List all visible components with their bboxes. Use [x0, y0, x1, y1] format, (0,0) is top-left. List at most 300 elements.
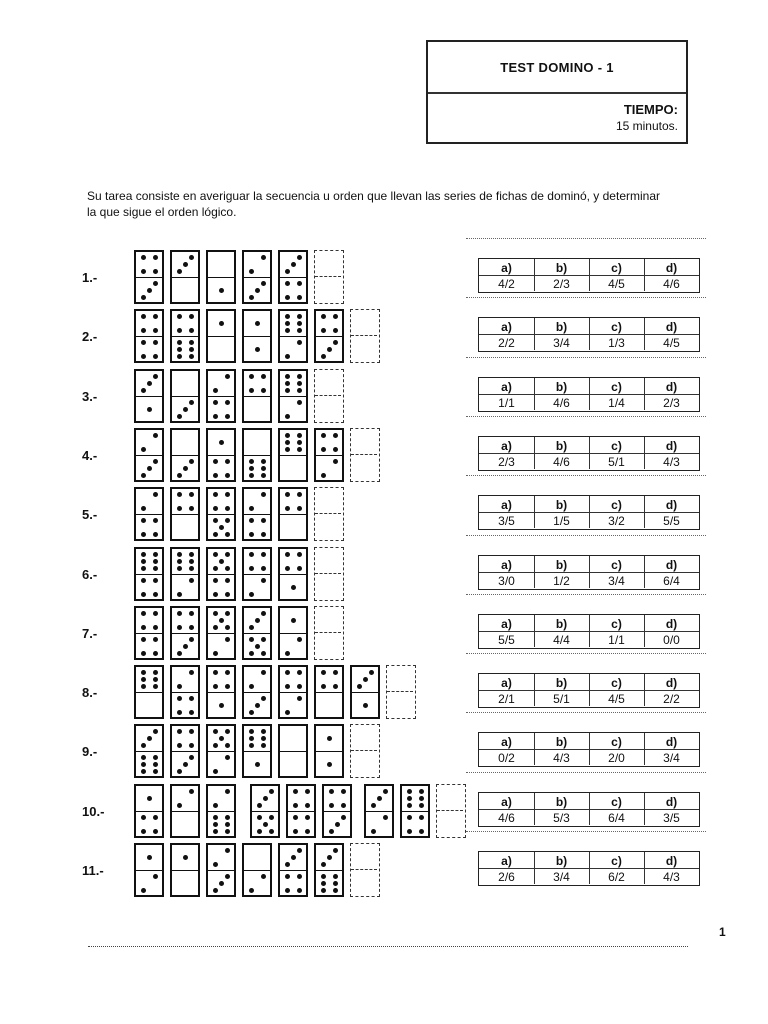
- pip-dot: [291, 855, 296, 860]
- pip-dot: [213, 684, 218, 689]
- tile-half: [208, 514, 234, 540]
- pip-dot: [189, 729, 194, 734]
- domino-tile: [278, 547, 308, 601]
- tile-half: [351, 869, 377, 895]
- pip-dot: [153, 433, 158, 438]
- pip-dot: [141, 684, 146, 689]
- option-value[interactable]: 2/2: [498, 336, 515, 351]
- header-divider: [428, 92, 686, 94]
- domino-tile: [364, 784, 394, 838]
- question-number: 4.-: [82, 447, 98, 463]
- pip-dot: [297, 340, 302, 345]
- pip-dot: [255, 762, 260, 767]
- pip-dot: [177, 414, 182, 419]
- pip-dot: [147, 466, 152, 471]
- domino-tile: [250, 784, 280, 838]
- answer-separator-line: [466, 772, 706, 773]
- tile-half: [208, 489, 234, 514]
- pip-dot: [261, 459, 266, 464]
- pip-dot: [141, 518, 146, 523]
- pip-dot: [219, 618, 224, 623]
- pip-dot: [141, 829, 146, 834]
- option-value[interactable]: 5/5: [498, 632, 515, 647]
- pip-dot: [213, 578, 218, 583]
- pip-dot: [141, 328, 146, 333]
- option-value[interactable]: 5/1: [608, 454, 625, 469]
- pip-dot: [285, 862, 290, 867]
- option-value[interactable]: 0/0: [663, 632, 680, 647]
- pip-dot: [333, 881, 338, 886]
- question-row: [0, 428, 768, 486]
- domino-tile: [206, 843, 236, 897]
- pip-dot: [177, 473, 182, 478]
- pip-dot: [407, 815, 412, 820]
- pip-dot: [249, 710, 254, 715]
- domino-tile: [134, 547, 164, 601]
- option-label: a): [501, 261, 512, 275]
- time-label: TIEMPO:: [623, 102, 678, 117]
- question-row: [0, 547, 768, 605]
- domino-tile: [314, 309, 344, 363]
- tile-half: [136, 430, 162, 455]
- pip-dot: [321, 874, 326, 879]
- option-value[interactable]: 4/6: [498, 810, 515, 825]
- answer-options-box: [478, 614, 700, 649]
- pip-dot: [285, 506, 290, 511]
- question-number: 8.-: [82, 685, 98, 701]
- option-value[interactable]: 3/4: [553, 870, 570, 884]
- pip-dot: [249, 566, 254, 571]
- pip-dot: [183, 407, 188, 412]
- tile-half: [208, 396, 234, 422]
- pip-dot: [261, 743, 266, 748]
- option-value[interactable]: 4/3: [553, 751, 570, 766]
- answer-options-box: [478, 792, 700, 827]
- pip-dot: [249, 736, 254, 741]
- pip-dot: [189, 255, 194, 260]
- option-value[interactable]: 0/2: [498, 751, 515, 766]
- option-label: b): [555, 794, 568, 809]
- pip-dot: [219, 703, 224, 708]
- option-label: c): [611, 320, 622, 335]
- domino-tile: [170, 547, 200, 601]
- domino-tile: [206, 547, 236, 601]
- pip-dot: [189, 552, 194, 557]
- question-number: 11.-: [82, 863, 104, 878]
- option-value[interactable]: 5/1: [553, 692, 570, 707]
- option-value[interactable]: 6/2: [608, 870, 625, 884]
- option-value[interactable]: 2/3: [498, 454, 515, 469]
- domino-tile: [206, 250, 236, 304]
- domino-tile: [134, 784, 164, 838]
- pip-dot: [189, 566, 194, 571]
- option-label: a): [501, 557, 512, 572]
- pip-dot: [285, 374, 290, 379]
- instructions-text: Su tarea consiste en averiguar la secuencia u orden que llevan las series de fichas de dominó, y determinar la que sigue el orden lógico.: [87, 189, 660, 219]
- pip-dot: [305, 789, 310, 794]
- option-value[interactable]: 3/4: [553, 336, 570, 351]
- pip-dot: [371, 803, 376, 808]
- pip-dot: [285, 381, 290, 386]
- pip-dot: [147, 796, 152, 801]
- pip-dot: [153, 518, 158, 523]
- pip-dot: [153, 592, 158, 597]
- pip-dot: [321, 862, 326, 867]
- pip-dot: [261, 578, 266, 583]
- pip-dot: [285, 440, 290, 445]
- option-label: c): [611, 735, 622, 750]
- domino-tile: [278, 250, 308, 304]
- domino-tile: [314, 843, 344, 897]
- pip-dot: [177, 347, 182, 352]
- pip-dot: [291, 262, 296, 267]
- pip-dot: [153, 459, 158, 464]
- pip-dot: [327, 762, 332, 767]
- pip-dot: [213, 473, 218, 478]
- option-value[interactable]: 4/6: [553, 395, 570, 410]
- option-value[interactable]: 4/5: [608, 277, 625, 291]
- option-label: d): [665, 320, 678, 335]
- pip-dot: [177, 506, 182, 511]
- tile-half: [172, 574, 198, 600]
- option-label: d): [665, 676, 678, 691]
- pip-dot: [189, 559, 194, 564]
- pip-dot: [141, 314, 146, 319]
- tile-half: [208, 786, 234, 811]
- tile-half: [136, 726, 162, 751]
- pip-dot: [219, 288, 224, 293]
- tile-half: [316, 751, 342, 777]
- tile-half: [172, 311, 198, 336]
- pip-dot: [189, 696, 194, 701]
- pip-dot: [419, 829, 424, 834]
- domino-tile: [170, 606, 200, 660]
- option-label: b): [555, 735, 568, 750]
- option-value[interactable]: 4/6: [553, 454, 570, 469]
- tile-half: [351, 335, 377, 361]
- pip-dot: [257, 829, 262, 834]
- tile-half: [244, 277, 270, 303]
- pip-dot: [407, 796, 412, 801]
- option-value[interactable]: 2/0: [608, 751, 625, 766]
- option-label: a): [501, 498, 512, 513]
- tile-half: [315, 276, 341, 302]
- tile-half: [280, 726, 306, 751]
- option-label: a): [501, 676, 512, 691]
- question-number: 7.-: [82, 625, 98, 641]
- pip-dot: [249, 743, 254, 748]
- pip-dot: [153, 611, 158, 616]
- option-label: a): [501, 438, 512, 453]
- tile-half: [280, 549, 306, 574]
- pip-dot: [225, 755, 230, 760]
- pip-dot: [177, 328, 182, 333]
- option-value[interactable]: 2/3: [553, 277, 570, 291]
- option-value[interactable]: 3/4: [608, 573, 625, 588]
- pip-dot: [333, 888, 338, 893]
- answer-options-box: [478, 673, 700, 708]
- tile-half: [280, 870, 306, 896]
- tile-half: [316, 455, 342, 481]
- pip-dot: [297, 388, 302, 393]
- tile-half: [172, 667, 198, 692]
- pip-dot: [383, 789, 388, 794]
- option-value[interactable]: 4/4: [553, 632, 570, 647]
- pip-dot: [261, 388, 266, 393]
- option-label: d): [665, 438, 678, 453]
- option-value[interactable]: 4/2: [498, 277, 515, 291]
- option-value[interactable]: 3/4: [663, 751, 680, 766]
- pip-dot: [153, 269, 158, 274]
- option-value[interactable]: 5/5: [663, 514, 680, 529]
- option-value[interactable]: 3/0: [498, 573, 515, 588]
- tile-half: [136, 633, 162, 659]
- pip-dot: [321, 447, 326, 452]
- tile-half: [136, 574, 162, 600]
- option-value[interactable]: 1/1: [498, 395, 515, 410]
- pip-dot: [261, 374, 266, 379]
- pip-dot: [261, 466, 266, 471]
- pip-dot: [141, 559, 146, 564]
- option-label: d): [665, 379, 678, 394]
- tile-half: [244, 633, 270, 659]
- pip-dot: [321, 684, 326, 689]
- tile-half: [288, 786, 314, 811]
- option-value[interactable]: 4/6: [663, 277, 680, 291]
- tile-half: [244, 455, 270, 481]
- option-value[interactable]: 1/2: [553, 573, 570, 588]
- option-value[interactable]: 3/5: [498, 514, 515, 529]
- tile-half: [136, 692, 162, 718]
- pip-dot: [153, 762, 158, 767]
- pip-dot: [189, 670, 194, 675]
- option-value[interactable]: 4/5: [663, 336, 680, 351]
- tile-half: [437, 810, 463, 836]
- pip-dot: [141, 388, 146, 393]
- option-value[interactable]: 6/4: [663, 573, 680, 588]
- pip-dot: [189, 578, 194, 583]
- pip-dot: [177, 269, 182, 274]
- pip-dot: [189, 611, 194, 616]
- pip-dot: [261, 255, 266, 260]
- option-value[interactable]: 2/3: [663, 395, 680, 410]
- pip-dot: [285, 670, 290, 675]
- option-value[interactable]: 4/3: [663, 870, 680, 884]
- option-value[interactable]: 3/5: [663, 810, 680, 825]
- pip-dot: [189, 340, 194, 345]
- option-value[interactable]: 4/5: [608, 692, 625, 707]
- pip-dot: [291, 618, 296, 623]
- pip-dot: [249, 269, 254, 274]
- pip-dot: [249, 506, 254, 511]
- pip-dot: [321, 670, 326, 675]
- option-value[interactable]: 1/1: [608, 632, 625, 647]
- domino-tile: [206, 665, 236, 719]
- domino-tile: [206, 724, 236, 778]
- answer-blank-tile: [314, 250, 344, 304]
- option-value[interactable]: 1/4: [608, 395, 625, 410]
- pip-dot: [219, 525, 224, 530]
- pip-dot: [249, 888, 254, 893]
- tile-half: [172, 455, 198, 481]
- tile-half: [136, 336, 162, 362]
- option-label: b): [555, 379, 568, 394]
- answer-blank-tile: [350, 843, 380, 897]
- option-value[interactable]: 3/2: [608, 514, 625, 529]
- pip-dot: [329, 803, 334, 808]
- pip-dot: [213, 651, 218, 656]
- tile-half: [315, 370, 341, 395]
- answer-separator-line: [466, 594, 706, 595]
- pip-dot: [183, 762, 188, 767]
- pip-dot: [297, 381, 302, 386]
- pip-dot: [189, 789, 194, 794]
- answer-separator-line: [466, 712, 706, 713]
- tile-half: [208, 751, 234, 777]
- option-label: b): [555, 438, 568, 453]
- pip-dot: [261, 473, 266, 478]
- pip-dot: [153, 374, 158, 379]
- pip-dot: [213, 611, 218, 616]
- tile-half: [172, 371, 198, 396]
- answer-separator-line: [466, 416, 706, 417]
- domino-tile: [134, 369, 164, 423]
- pip-dot: [285, 651, 290, 656]
- pip-dot: [141, 769, 146, 774]
- pip-dot: [333, 433, 338, 438]
- tile-half: [208, 870, 234, 896]
- pip-dot: [177, 803, 182, 808]
- pip-dot: [261, 532, 266, 537]
- pip-dot: [333, 328, 338, 333]
- pip-dot: [285, 447, 290, 452]
- option-value[interactable]: 2/2: [663, 692, 680, 707]
- pip-dot: [141, 566, 146, 571]
- domino-tile: [134, 843, 164, 897]
- option-value[interactable]: 4/3: [663, 454, 680, 469]
- option-value[interactable]: 2/6: [498, 870, 515, 884]
- time-value: 15 minutos.: [615, 119, 678, 133]
- tile-half: [208, 336, 234, 362]
- option-label: b): [555, 854, 568, 868]
- option-label: b): [555, 557, 568, 572]
- pip-dot: [183, 262, 188, 267]
- pip-dot: [147, 288, 152, 293]
- domino-tile: [134, 428, 164, 482]
- tile-half: [208, 311, 234, 336]
- pip-dot: [249, 459, 254, 464]
- tile-half: [280, 692, 306, 718]
- pip-dot: [153, 769, 158, 774]
- pip-dot: [269, 789, 274, 794]
- domino-tile: [242, 665, 272, 719]
- pip-dot: [255, 347, 260, 352]
- option-value[interactable]: 2/1: [498, 692, 515, 707]
- pip-dot: [225, 829, 230, 834]
- pip-dot: [225, 743, 230, 748]
- tile-half: [252, 786, 278, 811]
- pip-dot: [219, 559, 224, 564]
- pip-dot: [261, 729, 266, 734]
- pip-dot: [141, 473, 146, 478]
- pip-dot: [249, 388, 254, 393]
- pip-dot: [225, 414, 230, 419]
- pip-dot: [189, 710, 194, 715]
- option-value[interactable]: 6/4: [608, 810, 625, 825]
- pip-dot: [225, 473, 230, 478]
- tile-half: [208, 608, 234, 633]
- tile-half: [280, 430, 306, 455]
- pip-dot: [177, 559, 182, 564]
- pip-dot: [285, 314, 290, 319]
- footer-dotted-line: [88, 946, 688, 947]
- tile-half: [172, 608, 198, 633]
- pip-dot: [177, 651, 182, 656]
- domino-tile: [206, 428, 236, 482]
- tile-half: [402, 786, 428, 811]
- domino-tile: [278, 369, 308, 423]
- pip-dot: [153, 354, 158, 359]
- tile-half: [351, 725, 377, 750]
- option-value[interactable]: 1/3: [608, 336, 625, 351]
- pip-dot: [257, 803, 262, 808]
- pip-dot: [147, 407, 152, 412]
- tile-half: [244, 430, 270, 455]
- domino-tile: [206, 309, 236, 363]
- tile-half: [172, 489, 198, 514]
- tile-half: [315, 251, 341, 276]
- pip-dot: [293, 789, 298, 794]
- pip-dot: [225, 459, 230, 464]
- pip-dot: [141, 447, 146, 452]
- answer-blank-tile: [350, 724, 380, 778]
- domino-tile: [286, 784, 316, 838]
- pip-dot: [153, 492, 158, 497]
- pip-dot: [261, 637, 266, 642]
- test-title: TEST DOMINO - 1: [500, 60, 614, 75]
- tile-half: [316, 845, 342, 870]
- option-label: c): [611, 854, 622, 868]
- pip-dot: [263, 796, 268, 801]
- pip-dot: [293, 815, 298, 820]
- pip-dot: [213, 803, 218, 808]
- tile-half: [136, 751, 162, 777]
- pip-dot: [225, 822, 230, 827]
- option-value[interactable]: 5/3: [553, 810, 570, 825]
- domino-tile: [278, 665, 308, 719]
- domino-tile: [242, 369, 272, 423]
- pip-dot: [225, 492, 230, 497]
- pip-dot: [213, 552, 218, 557]
- pip-dot: [321, 881, 326, 886]
- tile-half: [352, 692, 378, 718]
- domino-tile: [314, 428, 344, 482]
- pip-dot: [249, 466, 254, 471]
- tile-half: [280, 608, 306, 633]
- pip-dot: [255, 321, 260, 326]
- tile-half: [280, 845, 306, 870]
- domino-tile: [400, 784, 430, 838]
- pip-dot: [141, 677, 146, 682]
- pip-dot: [363, 703, 368, 708]
- option-value[interactable]: 1/5: [553, 514, 570, 529]
- tile-half: [280, 252, 306, 277]
- tile-half: [316, 311, 342, 336]
- tile-half: [316, 726, 342, 751]
- domino-tile: [278, 428, 308, 482]
- pip-dot: [147, 381, 152, 386]
- tile-half: [208, 811, 234, 837]
